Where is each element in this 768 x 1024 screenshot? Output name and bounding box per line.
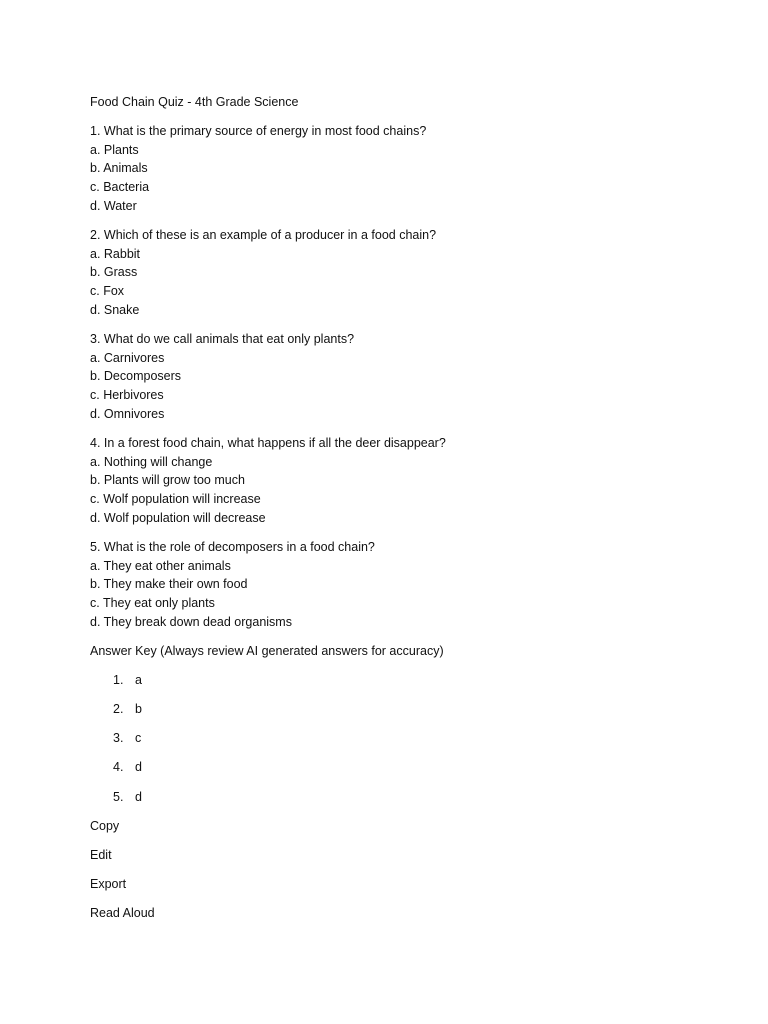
answer-key-title: Answer Key (Always review AI generated answers for accuracy) bbox=[90, 643, 444, 658]
option-a: a. Carnivores bbox=[90, 350, 165, 365]
option-d: d. Snake bbox=[90, 302, 140, 317]
answer-key-list bbox=[90, 671, 730, 817]
option-b: b. They make their own food bbox=[90, 577, 248, 592]
option-b: b. Plants will grow too much bbox=[90, 473, 245, 488]
option-c: c. They eat only plants bbox=[90, 596, 215, 611]
answer-value: a bbox=[135, 672, 142, 687]
question-4 bbox=[90, 434, 730, 528]
option-a: a. Rabbit bbox=[90, 246, 141, 261]
answer-number: 2. bbox=[113, 701, 124, 716]
answer-value: d bbox=[135, 760, 142, 775]
question-3 bbox=[90, 330, 730, 424]
answer-number: 4. bbox=[113, 760, 124, 775]
option-d: d. Wolf population will decrease bbox=[90, 510, 266, 525]
answer-number: 5. bbox=[113, 789, 124, 804]
answer-number: 3. bbox=[113, 731, 124, 746]
question-text: 5. What is the role of decomposers in a food chain? bbox=[90, 539, 375, 554]
edit-button[interactable]: Edit bbox=[90, 848, 112, 863]
option-b: b. Grass bbox=[90, 265, 138, 280]
answer-value: d bbox=[135, 789, 142, 804]
answer-key-item-4 bbox=[90, 758, 730, 787]
option-c: c. Bacteria bbox=[90, 180, 150, 195]
answer-number: 1. bbox=[113, 672, 124, 687]
export-button[interactable]: Export bbox=[90, 877, 127, 892]
option-d: d. Water bbox=[90, 198, 137, 213]
question-text: 4. In a forest food chain, what happens if all the deer disappear? bbox=[90, 435, 446, 450]
answer-key-item-3 bbox=[90, 729, 730, 758]
option-b: b. Decomposers bbox=[90, 369, 182, 384]
option-d: d. Omnivores bbox=[90, 406, 165, 421]
option-c: c. Herbivores bbox=[90, 388, 164, 403]
copy-button[interactable]: Copy bbox=[90, 819, 120, 833]
option-b: b. Animals bbox=[90, 161, 148, 176]
question-text: 2. Which of these is an example of a producer in a food chain? bbox=[90, 227, 437, 242]
answer-key-item-5 bbox=[90, 788, 730, 817]
action-links bbox=[90, 817, 730, 933]
option-c: c. Wolf population will increase bbox=[90, 492, 261, 507]
question-text: 1. What is the primary source of energy in most food chains? bbox=[90, 123, 427, 138]
option-a: a. Nothing will change bbox=[90, 454, 213, 469]
option-c: c. Fox bbox=[90, 284, 125, 299]
quiz-document bbox=[90, 93, 730, 933]
option-a: a. They eat other animals bbox=[90, 558, 231, 573]
answer-key-item-1 bbox=[90, 671, 730, 700]
answer-value: c bbox=[135, 731, 142, 746]
answer-value: b bbox=[135, 701, 142, 716]
option-a: a. Plants bbox=[90, 142, 139, 157]
question-2 bbox=[90, 226, 730, 320]
answer-key-item-2 bbox=[90, 700, 730, 729]
question-text: 3. What do we call animals that eat only plants? bbox=[90, 331, 355, 346]
question-1 bbox=[90, 122, 730, 216]
read-aloud-button[interactable]: Read Aloud bbox=[90, 906, 155, 921]
option-d: d. They break down dead organisms bbox=[90, 614, 292, 629]
quiz-title: Food Chain Quiz - 4th Grade Science bbox=[90, 95, 299, 109]
question-5 bbox=[90, 538, 730, 632]
